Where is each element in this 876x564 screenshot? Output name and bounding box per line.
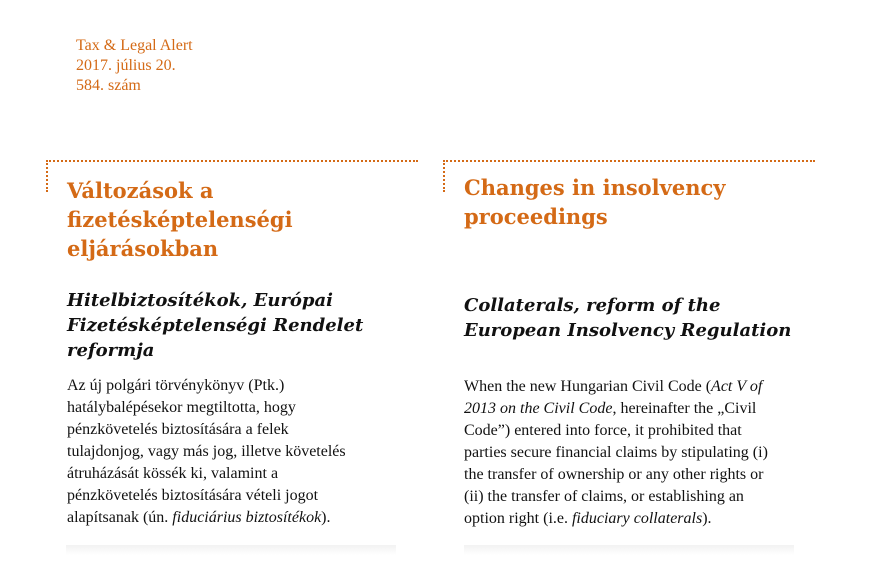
top-dotted-rule [443,160,815,162]
section-body: When the new Hungarian Civil Code (Act V of 2013 on the Civil Code, hereinafter the „Civil Code”) entered into force, it prohibited that parties secure financial claims by stipulating (i) the transfer of ownership or any other rights or (ii) the transfer of claims, or establishing an option right (i.e. fiduciary collaterals). [464,378,768,527]
section-title: Changes in insolvency proceedings [464,175,726,229]
page-fade [66,545,396,555]
publication-name: Tax & Legal Alert [76,37,193,54]
section-subtitle: Collaterals, reform of the European Insolvency Regulation [464,295,792,341]
side-dotted-rule [46,160,48,192]
page-fade [464,545,794,555]
publication-date: 2017. július 20. [76,57,176,74]
section-body: Az új polgári törvénykönyv (Ptk.) hatálybalépésekor megtiltotta, hogy pénzkövetelés biztosítására a felek tulajdonjog, vagy más jog, illetve követelés átruházását kössék ki, valamint a pénzkövetelés biztosítására vételi jogot alapítsanak (ún. fiduciárius biztosítékok). [67,377,346,526]
issue-number: 584. szám [76,77,141,94]
section-subtitle: Hitelbiztosítékok, Európai Fizetésképtelenségi Rendelet reformja [67,290,364,361]
side-dotted-rule [443,160,445,192]
section-title: Változások a fizetésképtelenségi eljárásokban [67,178,293,261]
top-dotted-rule [46,160,418,162]
alert-header [76,36,193,96]
